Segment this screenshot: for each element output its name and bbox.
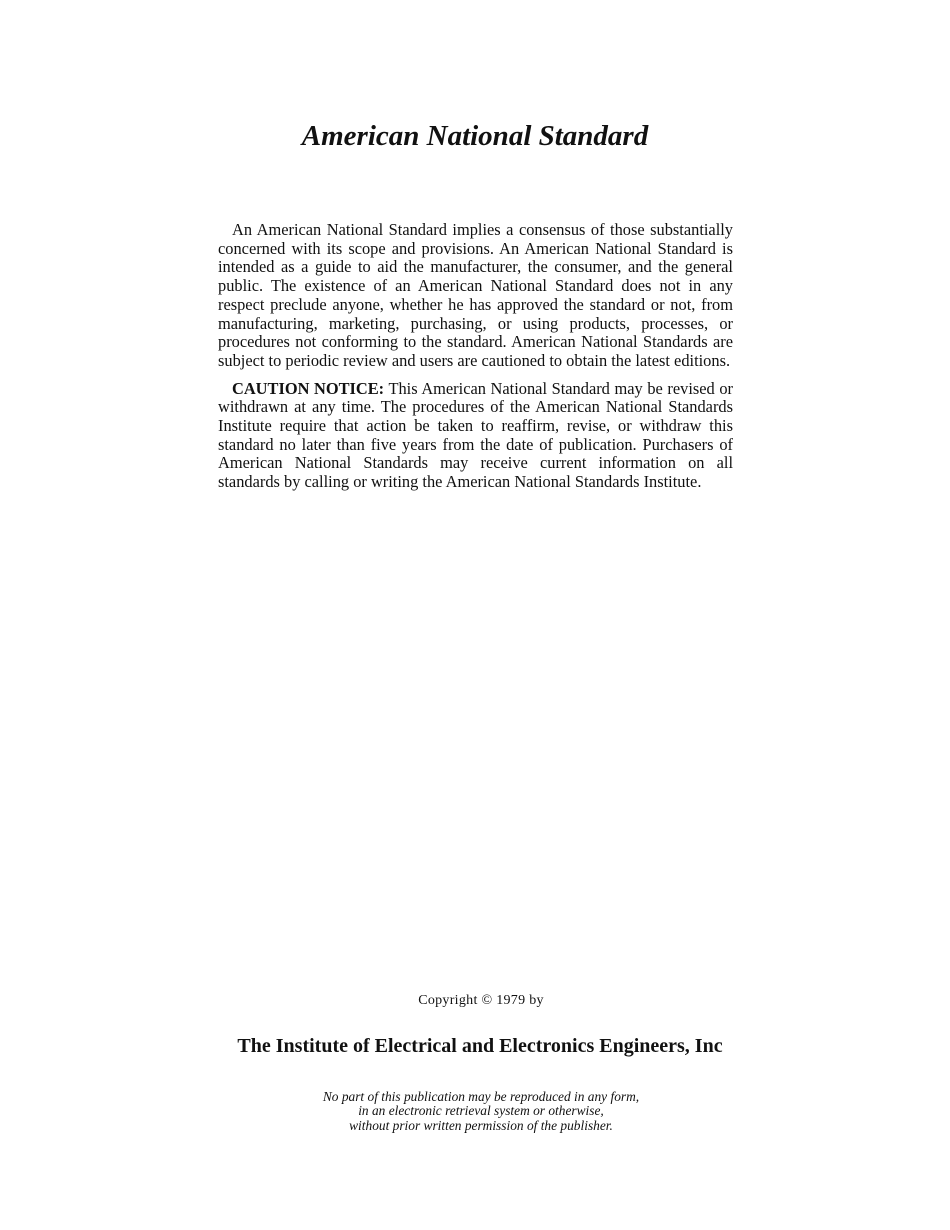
caution-label: CAUTION NOTICE:	[232, 378, 385, 398]
consensus-paragraph: An American National Standard implies a consensus of those substantially concerned with its scope and provisions. An American National Standard is intended as a guide to aid the manufacturer, the consumer, and the general public. The existence of an American National Standard does not in any respect preclude anyone, whether he has approved the standard or not, from manufacturing, marketing, purchasing, or using products, processes, or procedures not conforming to the standard. American National Standards are subject to periodic review and users are cautioned to obtain the latest editions.	[218, 220, 733, 370]
rights-notice	[0, 1090, 950, 1133]
rights-line: No part of this publication may be reproduced in any form,	[322, 1089, 640, 1104]
copyright-line: Copyright © 1979 by	[418, 993, 544, 1008]
rights-line: without prior written permission of the publisher.	[349, 1117, 613, 1133]
publisher-name: The Institute of Electrical and Electronics Engineers, Inc	[237, 1035, 723, 1057]
rights-line: in an electronic retrieval system or otherwise,	[358, 1103, 604, 1119]
caution-notice-paragraph	[218, 380, 733, 492]
body-text	[218, 221, 733, 501]
page-title: American National Standard	[301, 120, 649, 152]
caution-text: This American National Standard may be revised or withdrawn at any time. The procedures of the American National Standards Institute require that action be taken to reaffirm, revise, or withdraw this standard no later than five years from the date of publication. Purchasers of American National Standards may receive current information on all standards by calling or writing the American National Standards Institute.	[218, 378, 733, 492]
